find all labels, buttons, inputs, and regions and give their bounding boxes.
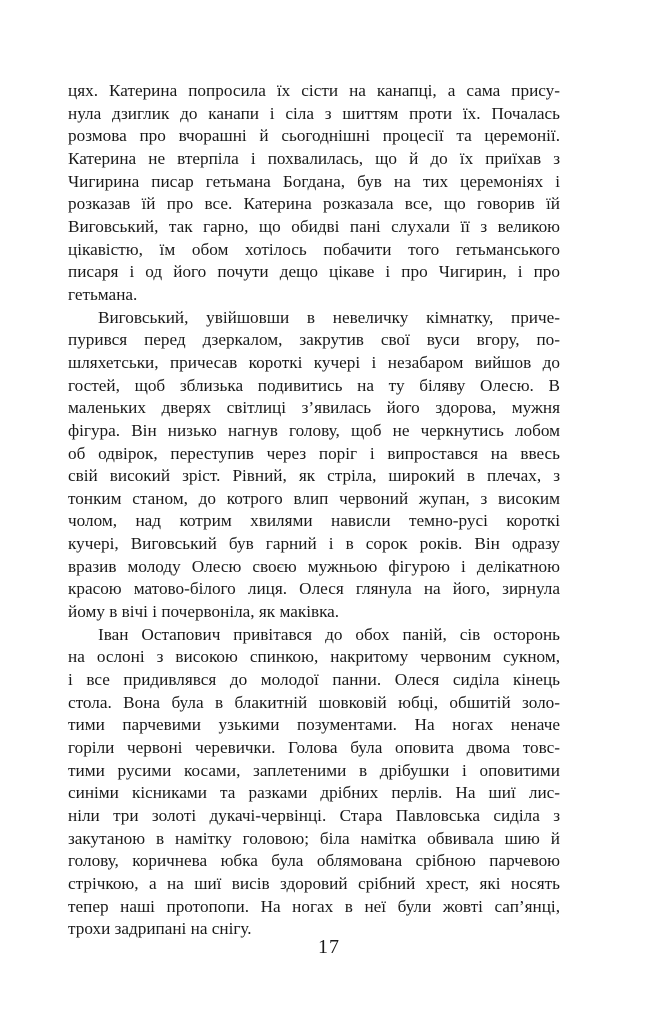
text-line: свій високий зріст. Рівний, як стріла, широкий в плечах, з bbox=[68, 466, 560, 486]
text-line: шляхетськи, причесав короткі кучері і незабаром вийшов до bbox=[68, 352, 560, 372]
text-line: горіли червоні черевички. Голова була оповита двома товс- bbox=[68, 738, 560, 758]
text-line: на ослоні з високою спинкою, накритому червоним сукном, bbox=[68, 647, 560, 667]
page-number: 17 bbox=[318, 936, 340, 958]
text-line: тими парчевими узькими позументами. На ногах неначе bbox=[68, 715, 560, 735]
text-line: закутаною в намітку головою; біла намітка обвивала шию й bbox=[68, 828, 560, 848]
text-line: цікавістю, їм обом хотілось побачити того гетьманського bbox=[68, 239, 560, 259]
text-line: вразив молоду Олесю своєю мужньою фігурою і делікатною bbox=[68, 556, 560, 576]
text-line: йому в вічі і почервоніла, як маківка. bbox=[68, 602, 340, 622]
text-line: голову, коричнева юбка була облямована срібною парчевою bbox=[68, 851, 560, 871]
text-line: тепер наші протопопи. На ногах в неї були жовті сап’янці, bbox=[68, 896, 560, 916]
text-line: нула дзиглик до канапи і сіла з шиттям проти їх. Почалась bbox=[68, 103, 560, 123]
text-line: трохи задрипані на снігу. bbox=[68, 919, 252, 939]
text-line: Катерина не втерпіла і похвалилась, що й до їх приїхав з bbox=[68, 148, 560, 168]
text-line: Чигирина писар гетьмана Богдана, був на тих церемоніях і bbox=[68, 171, 560, 191]
text-line: стрічкою, а на шиї висів здоровий срібний хрест, які носять bbox=[68, 873, 560, 893]
text-line: гостей, щоб зблизька подивитись на ту біляву Олесю. В bbox=[68, 375, 560, 395]
text-line: фігура. Він низько нагнув голову, щоб не черкнутись лобом bbox=[68, 420, 560, 440]
text-line: тими русими косами, заплетеними в дрібушки і оповитими bbox=[68, 760, 560, 780]
paragraph-2 bbox=[68, 307, 560, 624]
text-line: пурився перед дзеркалом, закрутив свої вуси вгору, по- bbox=[68, 330, 560, 350]
text-line: Виговський, так гарно, що обидві пані слухали її з великою bbox=[68, 216, 560, 236]
text-line: цях. Катерина попросила їх сісти на канапці, а сама прису- bbox=[68, 81, 560, 100]
text-line: писаря і од його почути дещо цікаве і про Чигирин, і про bbox=[68, 262, 560, 282]
text-line: Іван Остапович привітався до обох паній, сів осторонь bbox=[98, 624, 560, 644]
text-line: Виговський, увійшовши в невеличку кімнатку, приче- bbox=[98, 307, 560, 327]
text-line: стола. Вона була в блакитній шовковій юбці, обшитій золо- bbox=[68, 692, 560, 712]
text-line: маленьких дверях світлиці з’явилась його здорова, мужня bbox=[68, 398, 560, 418]
paragraph-1 bbox=[68, 80, 560, 307]
text-line: об одвірок, переступив через поріг і випростався на ввесь bbox=[68, 443, 560, 463]
text-line: кучері, Виговський був гарний і в сорок років. Він одразу bbox=[68, 534, 560, 554]
text-line: ніли три золоті дукачі-червінці. Стара Павловська сиділа з bbox=[68, 806, 560, 825]
body-text bbox=[68, 80, 560, 941]
text-line: і все придивлявся до молодої панни. Олеся сиділа кінець bbox=[68, 670, 560, 690]
text-line: красою матово-білого лиця. Олеся глянула на його, зирнула bbox=[68, 579, 560, 599]
paragraph-3 bbox=[68, 624, 560, 941]
text-line: розказав їй про все. Катерина розказала все, що говорив їй bbox=[68, 194, 560, 214]
text-line: тонким станом, до котрого влип червоний жупан, з високим bbox=[68, 488, 560, 508]
text-line: чолом, над котрим хвилями нависли темно-русі короткі bbox=[68, 511, 560, 531]
text-line: синіми кісниками та разками дрібних перлів. На шиї лис- bbox=[68, 783, 560, 803]
text-line: гетьмана. bbox=[68, 284, 138, 304]
text-line: розмова про вчорашні й сьогоднішні процесії та церемонії. bbox=[68, 126, 560, 146]
